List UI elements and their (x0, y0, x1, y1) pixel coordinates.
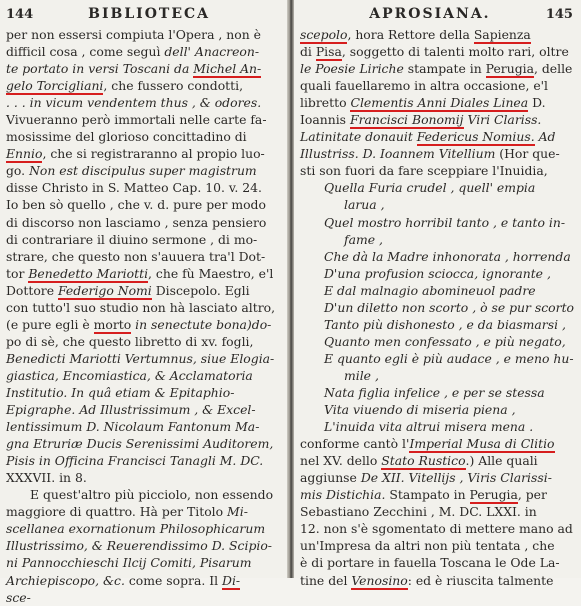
text-run: XXXVII. in 8. (6, 470, 87, 486)
text-run: L'inuida vita altrui misera mena . (324, 419, 534, 435)
text-line (6, 265, 281, 282)
text-line (6, 111, 281, 128)
text-run: di discorso non lasciamo , senza pensiero (6, 214, 267, 230)
text-line (6, 77, 281, 94)
text-line (6, 418, 281, 435)
text-line (300, 77, 575, 94)
text-line (300, 469, 575, 486)
text-run: Non est discipulus super magistrum (29, 163, 257, 179)
text-line (300, 537, 575, 554)
text-run: E quanto egli è più audace , e meno hu- (324, 350, 574, 366)
text-run: tine del (300, 572, 352, 588)
text-line (6, 469, 281, 486)
text-run: Nata figlia infelice , e per se stessa (324, 384, 545, 400)
text-run: mis Distichia. (300, 487, 386, 503)
text-run: nel XV. dello (300, 453, 382, 469)
text-run: Tanto più dishonesto , e da biasmarsi , (324, 316, 566, 332)
text-run: Vita viuendo di miseria piena , (324, 402, 516, 418)
underlined-phrase: Clementis Anni Diales Linea (350, 95, 529, 111)
text-run: le Poesie Liriche (300, 61, 404, 77)
text-run: D. (528, 95, 546, 111)
text-run: .) Alle quali (465, 453, 538, 469)
running-head-left: BIBLIOTECA (88, 6, 211, 22)
text-run: Che dà la Madre inhonorata , horrenda (324, 248, 571, 264)
text-run: te portato in versi Toscani da (6, 61, 194, 77)
text-run: giastica, Encomiastica, & Acclamatoria (6, 367, 253, 383)
text-run: Dottore (6, 282, 59, 298)
text-run: larua , (344, 197, 385, 213)
text-line (300, 196, 575, 213)
underlined-phrase: Perugia (469, 487, 518, 503)
text-run: conforme cantò l' (300, 436, 410, 452)
text-run: dell' Anacreon- (164, 44, 260, 60)
underlined-phrase: Stato Rustico (381, 453, 466, 469)
text-run: stampate in (403, 61, 486, 77)
text-line (300, 94, 575, 111)
text-run: strare, che questo non s'auuera tra'l Dot- (6, 248, 266, 264)
text-line (6, 316, 281, 333)
text-run: D'una profusion sciocca, ignorante , (324, 265, 551, 281)
text-line (300, 26, 575, 43)
text-run: , hora Rettore della (347, 27, 474, 42)
text-line (300, 333, 575, 350)
text-run: Mi- (227, 504, 248, 520)
text-run: Archiepiscopo, &c. (6, 572, 125, 588)
text-run: Epigraphe. (6, 402, 76, 418)
running-head-right: APROSIANA. (369, 6, 491, 22)
text-run: In quâ etiam & Epitaphio- (67, 384, 235, 400)
text-line (6, 435, 281, 452)
text-run: Ad (534, 129, 556, 145)
text-line (300, 367, 575, 384)
text-run: ni Pannocchieschi Ilcij Comiti, Pisarum (6, 555, 252, 571)
page-number-right: 145 (545, 7, 573, 22)
text-run: : ed è riuscita talmente (407, 572, 554, 588)
text-line (300, 248, 575, 265)
text-run: (e pure egli è (6, 316, 94, 332)
text-line (6, 350, 281, 367)
text-line (6, 589, 281, 606)
underlined-phrase: Pisa (315, 44, 342, 60)
text-run: mosissime del glorioso concittadino di (6, 129, 247, 145)
text-run: Benedicti Mariotti Vertumnus, siue Elogia- (6, 350, 275, 366)
text-line (300, 572, 575, 589)
underlined-phrase: Sapienza (473, 27, 531, 42)
text-line (6, 384, 281, 401)
text-run: scellanea exornationum Philosophicarum (6, 521, 266, 537)
text-run: di contrariare il diuino sermone , di mo- (6, 231, 258, 247)
text-run: disse Christo in S. Matteo Cap. 10. v. 24. (6, 180, 262, 196)
text-line (6, 214, 281, 231)
text-line (6, 231, 281, 248)
text-run: 12. non s'è sgomentato di mettere mano ad (300, 521, 573, 537)
text-run: Ioannis (300, 112, 350, 128)
text-run: E dal malnagio abomineuol padre (324, 282, 536, 298)
text-run: sce- (6, 589, 31, 605)
right-page-header (294, 0, 581, 26)
text-run: Io ben sò quello , che v. d. pure per modo (6, 197, 266, 213)
text-run: Illustriss. D. Ioannem Vitellium (300, 146, 496, 162)
text-run: quali fauellaremo in altra occasione, e'l (300, 78, 549, 94)
left-page-text (0, 26, 287, 606)
text-run: con tutto'l suo studio non hà lasciato altro, (6, 299, 276, 315)
text-line (6, 282, 281, 299)
text-run: Sebastiano Zecchini , M. DC. LXXI. in (300, 504, 537, 520)
text-line (300, 145, 575, 162)
text-run: Latinitate donauit (300, 129, 417, 145)
text-run: tor (6, 265, 29, 281)
text-line (6, 554, 281, 571)
text-line (6, 248, 281, 265)
text-run: mile , (344, 367, 379, 383)
underlined-phrase: Michel An- (193, 61, 262, 77)
text-line (300, 486, 575, 503)
text-run: in senectute bona)do- (131, 316, 272, 332)
text-line (6, 162, 281, 179)
text-line (6, 401, 281, 418)
text-run: Vivueranno però immortali nelle carte fa- (6, 112, 267, 128)
text-line (6, 572, 281, 589)
text-run: Pisis in Officina Francisci Tanagli M. DC. (6, 453, 264, 469)
text-run: Stampato in (385, 487, 470, 503)
text-line (6, 367, 281, 384)
text-run: aggiunse (300, 470, 361, 486)
text-line (6, 503, 281, 520)
underlined-phrase: Federicus Nomius. (416, 129, 535, 145)
underlined-phrase: morto (93, 316, 132, 332)
left-page-header (0, 0, 287, 26)
text-line (300, 554, 575, 571)
right-page-text (294, 26, 581, 589)
text-line (6, 333, 281, 350)
text-line (6, 520, 281, 537)
text-run: , che fù Maestro, e'l (148, 265, 274, 281)
text-line (6, 43, 281, 60)
text-run: difficil cosa , come seguì (6, 44, 165, 60)
text-line (6, 26, 281, 43)
text-run: sti son fuori da fare sceppiare l'Inuidia, (300, 163, 548, 179)
text-run: Institutio. (6, 384, 68, 400)
text-line (300, 179, 575, 196)
text-line (6, 179, 281, 196)
text-run: D'un diletto non scorto , ò se pur scorto (324, 299, 575, 315)
text-run: , che fussero condotti, (103, 78, 244, 94)
book-gutter (287, 0, 294, 578)
text-line (6, 537, 281, 554)
underlined-phrase: Imperial Musa di Clitio (409, 436, 555, 452)
text-line (6, 145, 281, 162)
text-line (6, 486, 281, 503)
page-number-left: 144 (6, 7, 34, 22)
text-run: come sopra. Il (124, 572, 223, 588)
text-line (300, 43, 575, 60)
underlined-phrase: scepolo (300, 27, 348, 42)
text-run: Discepolo. Egli (151, 282, 250, 298)
text-line (300, 111, 575, 128)
text-line (300, 418, 575, 435)
text-line (6, 128, 281, 145)
text-run: po di sè, che questo libretto di xv. fogli, (6, 333, 254, 349)
text-run: De XII. Vitellijs , Viris Clarissi- (360, 470, 552, 486)
text-line (300, 128, 575, 145)
text-run: lentissimum D. Nicolaum Fantonum Ma- (6, 419, 260, 435)
text-run: . . . in vicum vendentem thus , & odores. (6, 95, 262, 111)
text-line (300, 60, 575, 77)
text-run: è di portare in fauella Toscana le Ode La- (300, 555, 560, 571)
left-page (0, 0, 287, 605)
text-line (300, 401, 575, 418)
text-run: , per (517, 487, 547, 503)
text-run: Ad Illustrissimum , & Excel- (75, 402, 256, 418)
text-line (6, 196, 281, 213)
text-run: Quanto men confessato , e più negato, (324, 333, 566, 349)
text-line (6, 452, 281, 469)
text-run: , soggetto di talenti molto rari, oltre (341, 44, 569, 60)
text-line (300, 452, 575, 469)
text-run: libretto (300, 95, 351, 111)
text-run: , delle (533, 61, 573, 77)
text-line (300, 503, 575, 520)
text-run: un'Impresa da altri non più tentata , che (300, 538, 555, 554)
text-line (300, 384, 575, 401)
text-run: Quel mostro horribil tanto , e tanto in- (324, 214, 566, 230)
text-run: Quella Furia crudel , quell' empia (324, 180, 536, 196)
text-run: per non essersi compiuta l'Opera , non è (6, 27, 261, 42)
text-run: Illustrissimo, & Reuerendissimo D. Scipio- (6, 538, 272, 554)
underlined-phrase: Federigo Nomi (58, 282, 152, 298)
text-line (300, 316, 575, 333)
underlined-phrase: gelo Torcigliani (6, 78, 104, 94)
right-page (294, 0, 581, 588)
text-line (300, 214, 575, 231)
text-run: (Hor que- (495, 146, 560, 162)
text-line (300, 350, 575, 367)
text-line (300, 265, 575, 282)
text-line (6, 60, 281, 77)
underlined-phrase: Venosino (351, 572, 408, 588)
text-line (300, 162, 575, 179)
text-line (300, 299, 575, 316)
text-run: , che si registraranno al propio luo- (42, 146, 265, 162)
text-run: Viri Clariss. (463, 112, 542, 128)
text-run: maggiore di quattro. Hà per Titolo (6, 504, 228, 520)
text-run: E quest'altro più picciolo, non essendo (30, 487, 274, 503)
underlined-phrase: Ennio (6, 146, 43, 162)
underlined-phrase: Francisci Bonomij (349, 112, 464, 128)
text-run: di (300, 44, 316, 60)
text-line (6, 94, 281, 111)
text-line (300, 282, 575, 299)
underlined-phrase: Benedetto Mariotti (28, 265, 149, 281)
text-line (300, 231, 575, 248)
text-run: go. (6, 163, 30, 179)
underlined-phrase: Perugia (485, 61, 534, 77)
text-line (300, 435, 575, 452)
text-run: fame , (344, 231, 383, 247)
text-line (300, 520, 575, 537)
text-line (6, 299, 281, 316)
text-run: gna Etruriæ Ducis Serenissimi Auditorem, (6, 436, 274, 452)
underlined-phrase: Di- (222, 572, 241, 588)
